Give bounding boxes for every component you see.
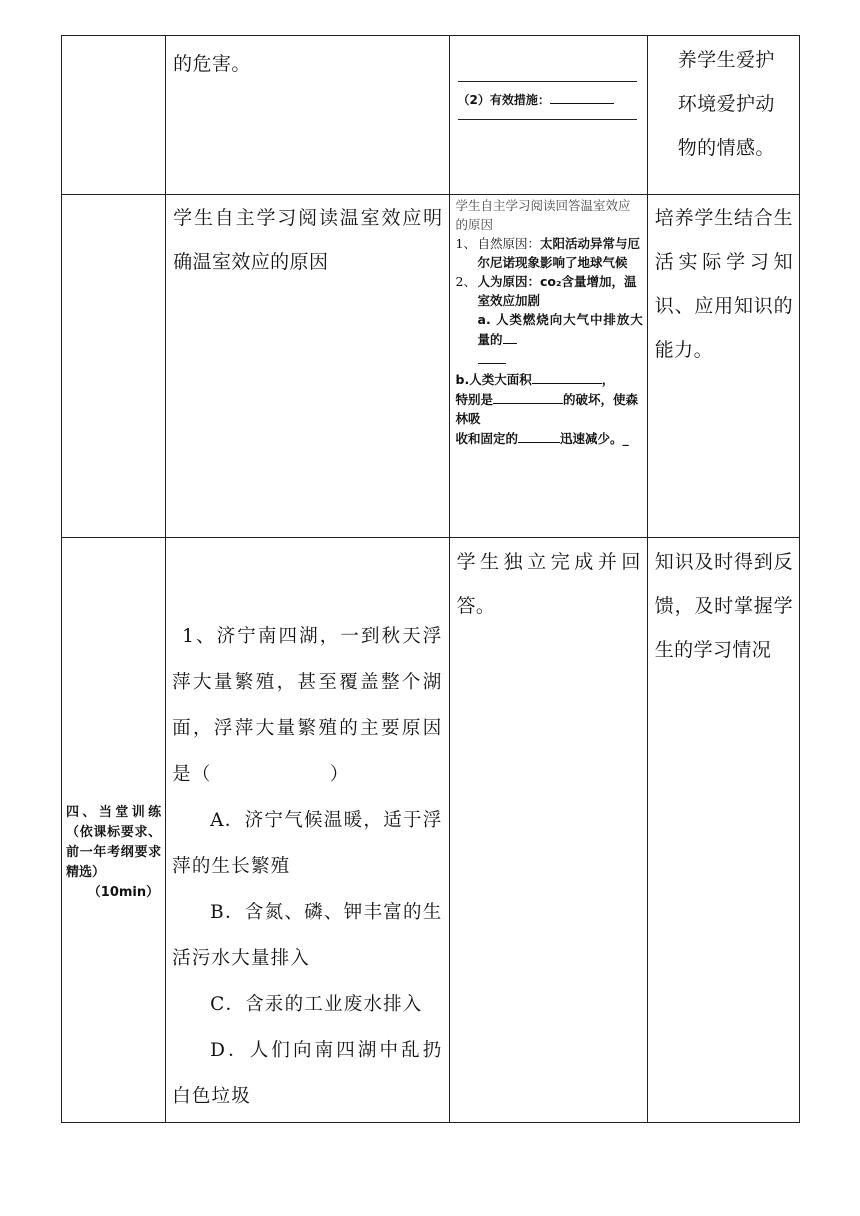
option-b: B．含氮、磷、钾丰富的生活污水大量排入	[172, 902, 443, 969]
exercise-question: 1、济宁南四湖，一到秋天浮萍大量繁殖，甚至覆盖整个湖面，浮萍大量繁殖的主要原因是（ ）	[172, 626, 443, 785]
phase-cell-empty	[62, 36, 166, 195]
phase-time: （10min）	[87, 885, 160, 900]
item-a-label: a. 人类燃烧向大气中排放大量的	[477, 312, 643, 347]
item-a-blank	[503, 329, 517, 344]
item-number: 2、	[455, 274, 476, 289]
divider-line	[458, 81, 637, 82]
student-answer-cell	[449, 195, 647, 538]
table-row	[62, 36, 800, 195]
table-row	[62, 538, 800, 1123]
lesson-plan-table	[61, 35, 800, 1123]
student-activity-cell	[449, 36, 647, 195]
table-row	[62, 195, 800, 538]
goal-text: 知识及时得到反馈，及时掌握学生的学习情况	[654, 551, 793, 661]
student-activity-text: 学生独立完成并回答。	[456, 551, 641, 617]
phase-cell	[62, 538, 166, 1123]
item-number: 1、	[455, 236, 476, 251]
measure-label: （2）有效措施：	[457, 93, 550, 107]
phase-title: 四、当堂训练（依课标要求、前一年考纲要求精选）	[66, 805, 162, 880]
item-b-label-2: 特别是	[455, 392, 494, 407]
student-reading-text: 学生自主学习阅读温室效应明确温室效应的原因	[173, 207, 443, 273]
item-b-punct: ，	[601, 372, 615, 387]
item-b-text-2: 的破坏，使森林吸	[455, 392, 639, 426]
divider-line	[458, 119, 637, 120]
design-goal-cell	[647, 36, 799, 195]
phase-cell-empty	[62, 195, 166, 538]
teacher-activity-text: 的危害。	[173, 53, 251, 75]
item-b-blank-3	[518, 428, 560, 443]
answer-intro: 学生自主学习阅读回答温室效应的原因	[455, 198, 631, 232]
item-a-blank-cont	[478, 349, 506, 364]
item-a-text	[478, 310, 643, 349]
design-goal-cell	[647, 195, 799, 538]
item-b-label: b.人类大面积	[455, 372, 532, 387]
measure-blank	[550, 89, 614, 104]
option-c: C．含汞的工业废水排入	[210, 994, 423, 1015]
student-activity-cell	[449, 538, 647, 1123]
item-b-label-3: 收和固定的	[455, 431, 519, 446]
item-b-blank-1	[532, 369, 602, 384]
option-a: A．济宁气候温暖，适于浮萍的生长繁殖	[172, 810, 443, 877]
option-d: D．人们向南四湖中乱扔白色垃圾	[172, 1040, 443, 1107]
goal-text: 养学生爱护环境爱护动物的情感。	[677, 49, 775, 159]
goal-text: 培养学生结合生活实际学习知识、应用知识的能力。	[654, 207, 793, 361]
item-b-blank-2	[493, 389, 563, 404]
natural-cause-label: 自然原因：	[477, 236, 541, 251]
natural-cause-text: 太阳活动异常与厄尔尼诺现象影响了地球气候	[477, 236, 641, 270]
exercise-cell	[166, 538, 449, 1123]
teacher-activity-cell	[166, 36, 449, 195]
human-cause-text: 人为原因：co₂含量增加，温室效应加剧	[477, 274, 637, 308]
teacher-activity-cell	[166, 195, 449, 538]
item-b-text-3: 迅速减少。_	[560, 431, 629, 446]
design-goal-cell	[647, 538, 799, 1123]
